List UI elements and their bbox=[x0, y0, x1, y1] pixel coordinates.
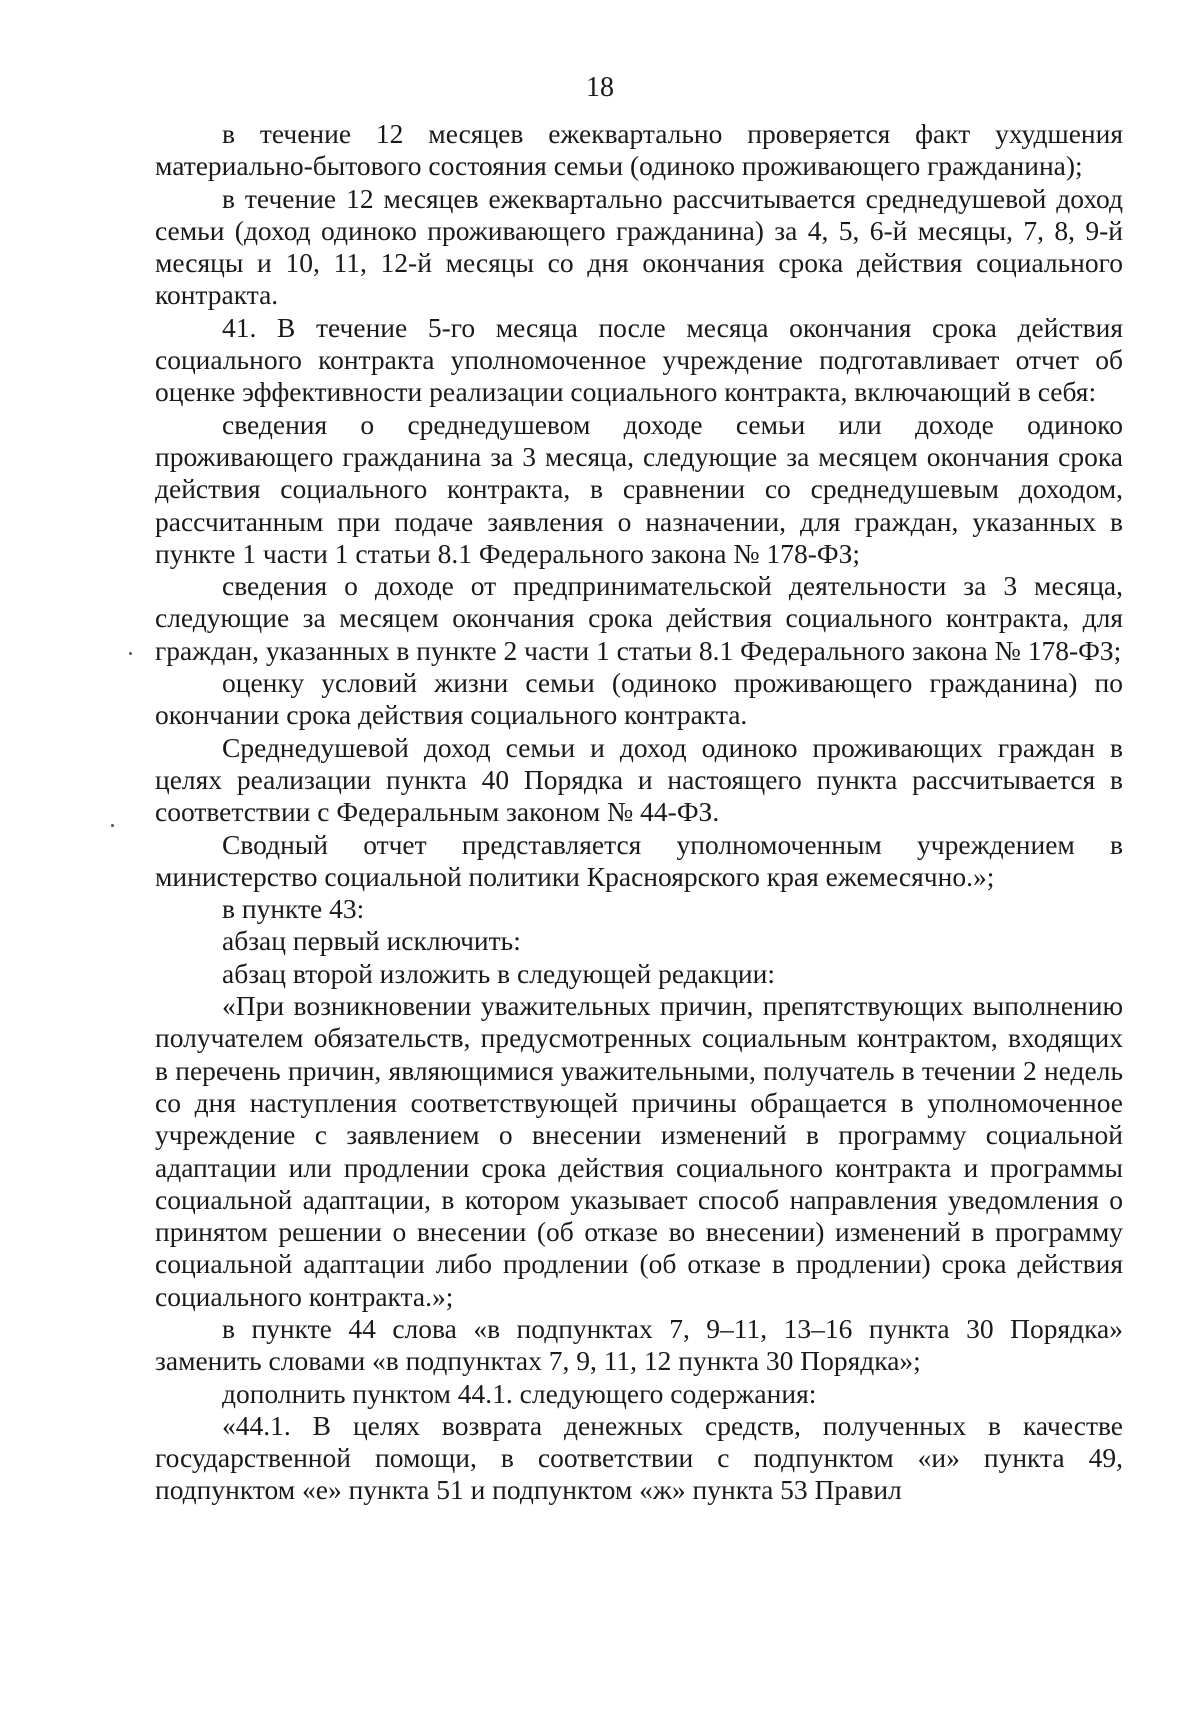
document-body bbox=[155, 118, 1123, 1507]
paragraph: «44.1. В целях возврата денежных средств, полученных в качестве государственной помощи, в соответствии с подпунктом «и» пункта 49, подпунктом «е» пункта 51 и подпунктом «ж» пункта 53 Правил bbox=[155, 1409, 1123, 1506]
paragraph: сведения о среднедушевом доходе семьи или доходе одиноко проживающего гражданина за 3 месяца, следующие за месяцем окончания срока действия социального контракта, в сравнении со среднедушевым доходом, рассчитанным при подаче заявления о назначении, для граждан, указанных в пункте 1 части 1 статьи 8.1 Федерального закона № 178-ФЗ; bbox=[155, 408, 1123, 569]
paragraph: в течение 12 месяцев ежеквартально рассчитывается среднедушевой доход семьи (доход одиноко проживающего гражданина) за 4, 5, 6-й месяцы, 7, 8, 9-й месяцы и 10, 11, 12-й месяцы со дня окончания срока действия социального контракта. bbox=[155, 182, 1123, 311]
paragraph: Среднедушевой доход семьи и доход одиноко проживающих граждан в целях реализации пункта 40 Порядка и настоящего пункта рассчитывается в соответствии с Федеральным законом № 44-ФЗ. bbox=[155, 731, 1123, 828]
paragraph: 41. В течение 5-го месяца после месяца окончания срока действия социального контракта уполномоченное учреждение подготавливает отчет об оценке эффективности реализации социального контракта, включающий в себя: bbox=[155, 311, 1123, 408]
paragraph: оценку условий жизни семьи (одиноко проживающего гражданина) по окончании срока действия социального контракта. bbox=[155, 667, 1123, 731]
paragraph: сведения о доходе от предпринимательской деятельности за 3 месяца, следующие за месяцем окончания срока действия социального контракта, для граждан, указанных в пункте 2 части 1 статьи 8.1 Федерального закона № 178-ФЗ; bbox=[155, 570, 1123, 666]
paragraph: в пункте 43: bbox=[222, 893, 365, 925]
paragraph: дополнить пунктом 44.1. следующего содержания: bbox=[222, 1377, 817, 1409]
scan-artifact-dot bbox=[111, 824, 114, 827]
paragraph: абзац первый исключить: bbox=[222, 925, 521, 957]
paragraph: абзац второй изложить в следующей редакции: bbox=[222, 957, 776, 989]
paragraph: «При возникновении уважительных причин, препятствующих выполнению получателем обязательств, предусмотренных социальным контрактом, входящих в перечень причин, являющимися уважительными, получатель в течении 2 недель со дня наступления соответствующей причины обращается в уполномоченное учреждение с заявлением о внесении изменений в программу социальной адаптации или продлении срока действия социального контракта и программы социальной адаптации, в котором указывает способ направления уведомления о принятом решении о внесении (об отказе во внесении) изменений в программу социальной адаптации либо продлении (об отказе в продлении) срока действия социального контракта.»; bbox=[155, 990, 1123, 1312]
paragraph: Сводный отчет представляется уполномоченным учреждением в министерство социальной политики Красноярского края ежемесячно.»; bbox=[155, 828, 1123, 892]
paragraph: в течение 12 месяцев ежеквартально проверяется факт ухудшения материально-бытового состояния семьи (одиноко проживающего гражданина); bbox=[155, 118, 1123, 182]
paragraph: в пункте 44 слова «в подпунктах 7, 9–11, 13–16 пункта 30 Порядка» заменить словами «в подпунктах 7, 9, 11, 12 пункта 30 Порядка»; bbox=[155, 1312, 1123, 1377]
scan-artifact-dot bbox=[129, 652, 132, 655]
page-number: 18 bbox=[586, 72, 614, 103]
